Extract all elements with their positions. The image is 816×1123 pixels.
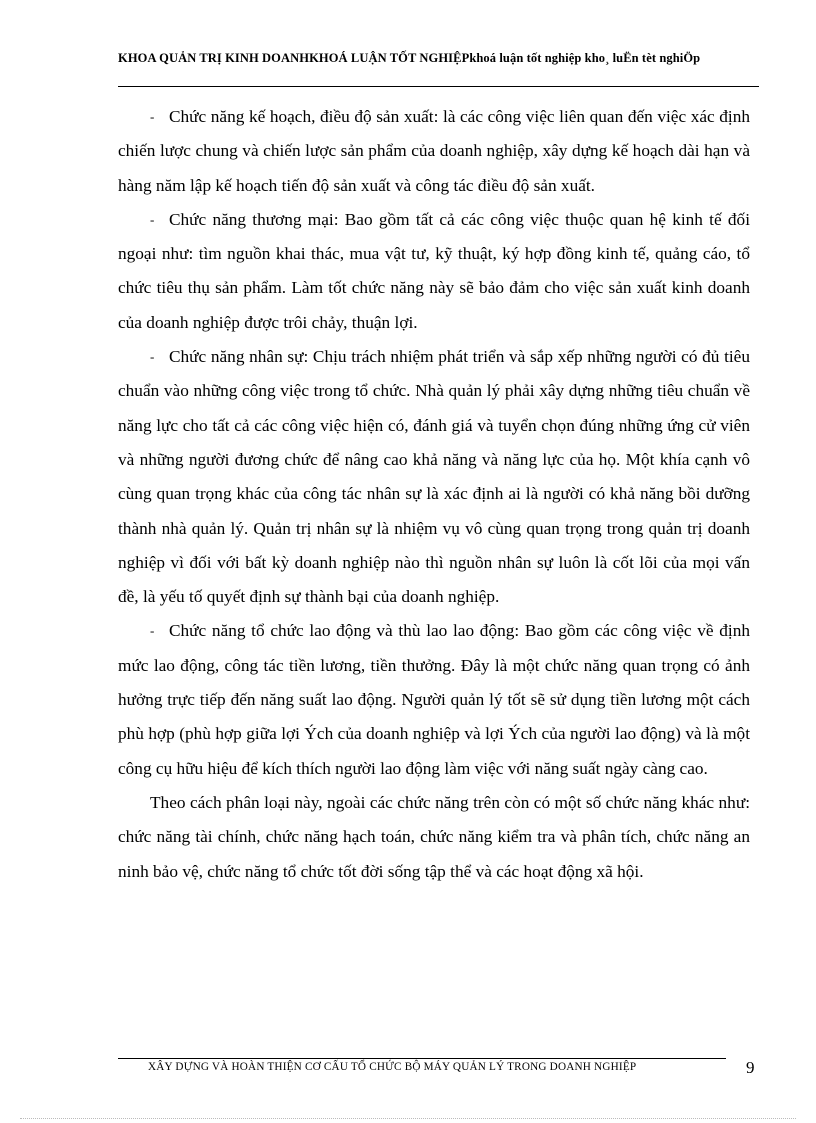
page-number: 9	[746, 1058, 755, 1077]
paragraph-text: Theo cách phân loại này, ngoài các chức năng trên còn có một số chức năng khác như: chức năng tài chính, chức năng hạch toán, chức năng kiểm tra và phân tích, chức năng an ninh bảo vệ, chức năng tổ chức tốt đời sống tập thể và các hoạt động xã hội.	[118, 792, 750, 881]
paragraph-text: Chức năng tổ chức lao động và thù lao lao động: Bao gồm các công việc về định mức lao động, công tác tiền lương, tiền thưởng. Đây là một chức năng quan trọng có ảnh hưởng trực tiếp đến năng suất lao động. Người quản lý tốt sẽ sử dụng tiền lương một cách phù hợp (phù hợp giữa lợi Ých của doanh nghiệp và lợi Ých của người lao động) và là một công cụ hữu hiệu để kích thích người lao động làm việc với năng suất ngày càng cao.	[118, 621, 750, 778]
page-bottom-border	[20, 1118, 796, 1119]
paragraph-personnel	[118, 340, 750, 614]
page-footer: XÂY DỰNG VÀ HOÀN THIỆN CƠ CẤU TỔ CHỨC BỘ MÁY QUẢN LÝ TRONG DOANH NGHIỆP	[148, 1061, 637, 1073]
page-header: KHOA QUẢN TRỊ KINH DOANHKHOÁ LUẬN TỐT NGHIỆPkhoá luận tốt nghiệp kho¸ luËn tèt nghiÖp	[118, 51, 701, 65]
paragraph-text: Chức năng thương mại: Bao gồm tất cả các công việc thuộc quan hệ kinh tế đối ngoại như: tìm nguồn khai thác, mua vật tư, kỹ thuật, ký hợp đồng kinh tế, quảng cáo, tổ chức tiêu thụ sản phẩm. Làm tốt chức năng này sẽ bảo đảm cho việc sản xuất kinh doanh của doanh nghiệp được trôi chảy, thuận lợi.	[118, 209, 750, 332]
document-body	[118, 100, 750, 889]
paragraph-commerce	[118, 203, 750, 340]
dash-bullet: -	[150, 349, 155, 365]
footer-divider	[118, 1058, 726, 1059]
paragraph-text: Chức năng nhân sự: Chịu trách nhiệm phát triển và sắp xếp những người có đủ tiêu chuẩn vào những công việc trong tổ chức. Nhà quản lý phải xây dựng những tiêu chuẩn về năng lực cho tất cả các công việc hiện có, đánh giá và tuyển chọn đúng những ứng cử viên và những người đương chức để nâng cao khả năng và năng lực của họ. Một khía cạnh vô cùng quan trọng khác của công tác nhân sự là xác định ai là người có khả năng bồi dưỡng thành nhà quản lý. Quản trị nhân sự là nhiệm vụ vô cùng quan trọng trong quản trị doanh nghiệp vì đối với bất kỳ doanh nghiệp nào thì nguồn nhân sự luôn là cốt lõi của mọi vấn đề, là yếu tố quyết định sự thành bại của doanh nghiệp.	[118, 347, 750, 607]
paragraph-text: Chức năng kế hoạch, điều độ sản xuất: là các công việc liên quan đến việc xác định chiến lược chung và chiến lược sản phẩm của doanh nghiệp, xây dựng kế hoạch dài hạn và hàng năm lập kế hoạch tiến độ sản xuất và công tác điều độ sản xuất.	[118, 107, 750, 195]
dash-bullet: -	[150, 211, 155, 227]
paragraph-other-functions	[118, 786, 750, 889]
paragraph-planning	[118, 100, 750, 203]
dash-bullet: -	[150, 109, 155, 124]
paragraph-labor	[118, 614, 750, 785]
dash-bullet: -	[150, 623, 155, 639]
header-divider	[118, 86, 759, 87]
